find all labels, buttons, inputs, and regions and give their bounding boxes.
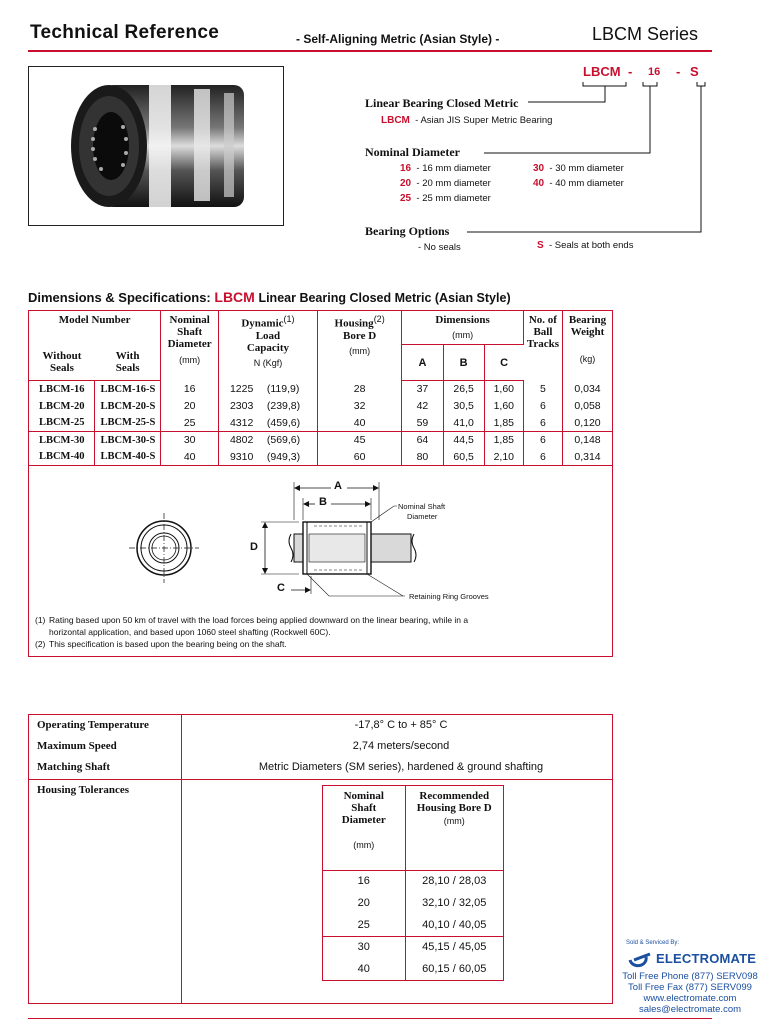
table-row xyxy=(29,398,612,415)
sold-by-label: Sold & Serviced By: xyxy=(626,940,680,946)
cell-bore: 60,15 / 60,05 xyxy=(405,958,503,980)
shaft-diameter-label: Nominal Shaft xyxy=(398,502,446,511)
col-unit: (mm) xyxy=(179,355,201,365)
cell-weight: 0,120 xyxy=(563,415,613,432)
option-code: S xyxy=(537,240,544,251)
option-desc: - 40 mm diameter xyxy=(549,178,624,189)
cell-model-without: LBCM-30 xyxy=(29,432,95,449)
dimensions-heading-prefix: Dimensions & Specifications: xyxy=(28,290,211,305)
col-dim-a: A xyxy=(402,345,443,381)
cell-load: 4802 (569,6) xyxy=(219,432,318,449)
table-row xyxy=(323,936,503,958)
cell-shaft: 16 xyxy=(357,875,370,888)
closed-metric-heading: Linear Bearing Closed Metric xyxy=(365,96,519,110)
option-no-seals: - No seals xyxy=(418,242,461,253)
col-unit: (mm) xyxy=(452,330,474,340)
cell-model-without: LBCM-16 xyxy=(29,381,95,398)
dim-c-label: C xyxy=(277,582,285,594)
cell-bore: 32,10 / 32,05 xyxy=(405,892,503,914)
brand-name: ELECTROMATE xyxy=(656,951,757,966)
cell-c: 1,60 xyxy=(484,398,523,415)
contact-email-link[interactable]: sales@electromate.com xyxy=(638,1004,742,1015)
cell-model-without: LBCM-40 xyxy=(29,449,95,466)
part-code-prefix: LBCM xyxy=(583,64,621,79)
col-model-number: Model Number xyxy=(29,311,161,345)
cell-a: 80 xyxy=(402,449,443,466)
col-dimensions: Dimensions (mm) xyxy=(402,311,524,345)
footnote-2: (2) This specification is based upon the bearing being on the shaft. xyxy=(35,639,287,649)
nominal-diameter-heading: Nominal Diameter xyxy=(365,145,460,159)
bearing-photo xyxy=(28,66,284,226)
option-desc: - 20 mm diameter xyxy=(416,178,491,189)
shaft-diameter-label-2: Diameter xyxy=(407,512,438,521)
dimensions-heading xyxy=(28,289,511,305)
col-shaft-diameter: Nominal Shaft Diameter (mm) xyxy=(161,311,219,381)
cell-b: 60,5 xyxy=(443,449,484,466)
option-20 xyxy=(400,178,491,189)
cell-model-with: LBCM-16-S xyxy=(95,381,161,398)
footnote-1: (1) Rating based upon 50 km of travel with the load forces being applied downward on the linear bearing, while in a xyxy=(35,615,469,625)
col-with-seals: With Seals xyxy=(95,345,161,381)
col-bearing-weight: Bearing Weight (kg) xyxy=(563,311,613,381)
cell-shaft: 20 xyxy=(357,897,370,909)
cell-load: 2303 (239,8) xyxy=(219,398,318,415)
table-row xyxy=(29,381,612,398)
option-lbcm xyxy=(381,115,552,126)
option-desc: - Seals at both ends xyxy=(548,240,634,251)
cell-shaft: 25 xyxy=(161,415,219,432)
option-code: 25 xyxy=(400,193,412,204)
cell-a: 42 xyxy=(402,398,443,415)
option-desc: - 25 mm diameter xyxy=(416,193,491,204)
dimensions-heading-code: LBCM xyxy=(214,289,255,305)
cell-model-with: LBCM-25-S xyxy=(95,415,161,432)
series-name: LBCM Series xyxy=(592,24,699,44)
electromate-logo-icon xyxy=(626,950,654,970)
option-code: 20 xyxy=(400,178,412,189)
dim-d-label: D xyxy=(250,541,258,553)
dim-b-label: B xyxy=(319,496,327,508)
cell-bore: 28 xyxy=(317,381,401,398)
bearing-options-heading: Bearing Options xyxy=(365,224,450,238)
col-unit: (kg) xyxy=(579,354,596,364)
cell-weight: 0,058 xyxy=(574,400,601,412)
option-30 xyxy=(533,163,624,174)
col-unit: N (Kgf) xyxy=(253,357,283,368)
table-row xyxy=(29,432,612,449)
part-code-suffix: S xyxy=(690,64,699,79)
col-dynamic-load: Dynamic$^{(1)}$ Load Capacity N (Kgf) xyxy=(219,311,318,381)
cell-c: 1,85 xyxy=(484,415,523,432)
table-row xyxy=(323,870,503,892)
table-row xyxy=(323,892,503,914)
cell-weight: 0,148 xyxy=(574,434,601,447)
cell-shaft: 30 xyxy=(161,432,219,449)
cell-load: 4312 (459,6) xyxy=(219,415,318,432)
cell-b: 26,5 xyxy=(443,381,484,398)
cell-shaft: 16 xyxy=(161,381,219,398)
cell-weight: 0,034 xyxy=(574,383,601,395)
cell-tracks: 6 xyxy=(523,432,562,449)
option-code: 40 xyxy=(533,178,545,189)
cell-a: 37 xyxy=(402,381,443,398)
option-code: LBCM xyxy=(381,115,410,126)
bearing-side-view-icon xyxy=(261,482,416,596)
cell-tracks: 6 xyxy=(523,449,562,466)
option-desc: - Asian JIS Super Metric Bearing xyxy=(415,115,553,126)
table-row xyxy=(29,415,612,432)
cell-a: 59 xyxy=(402,415,443,432)
page-subtitle: - Self-Aligning Metric (Asian Style) - xyxy=(296,32,500,46)
footnotes xyxy=(29,614,612,656)
cell-bore: 40,10 / 40,05 xyxy=(405,914,503,936)
cell-shaft: 20 xyxy=(161,398,219,415)
cell-tracks: 6 xyxy=(523,398,562,415)
cell-model-without: LBCM-20 xyxy=(29,398,95,415)
bearing-end-view-icon xyxy=(129,513,199,583)
cell-bore: 60 xyxy=(317,449,401,466)
footer-divider xyxy=(28,1018,712,1019)
col-without-seals: Without Seals xyxy=(29,345,95,381)
option-code: 30 xyxy=(533,163,545,174)
cell-b: 41,0 xyxy=(443,415,484,432)
dim-a-label: A xyxy=(334,480,342,492)
option-code: 16 xyxy=(400,163,412,174)
cell-model-with: LBCM-40-S xyxy=(95,449,161,466)
cell-shaft: 25 xyxy=(323,914,405,936)
option-desc: - 16 mm diameter xyxy=(416,163,491,174)
table-row xyxy=(323,958,503,980)
cell-model-without: LBCM-25 xyxy=(29,415,95,432)
option-seals xyxy=(537,240,633,251)
cell-c: 2,10 xyxy=(484,449,523,466)
cell-a: 64 xyxy=(402,432,443,449)
cell-b: 44,5 xyxy=(443,432,484,449)
option-16 xyxy=(400,163,491,174)
col-nominal-shaft: Nominal Shaft Diameter (mm) xyxy=(323,786,405,870)
part-code-dash: - xyxy=(676,64,681,79)
cell-tracks: 5 xyxy=(523,381,562,398)
footnote-1-cont: horizontal application, and based upon 1060 steel shafting (Rockwell 60C). xyxy=(49,627,331,637)
cell-shaft: 40 xyxy=(357,963,370,975)
col-recommended-bore: Recommended Housing Bore D (mm) xyxy=(405,786,503,870)
contact-website-link[interactable]: www.electromate.com xyxy=(643,993,737,1004)
col-housing-bore: Housing$^{(2)}$ Bore D (mm) xyxy=(317,311,401,381)
col-ball-tracks: No. of Ball Tracks xyxy=(523,311,562,381)
cell-b: 30,5 xyxy=(443,398,484,415)
col-dim-c: C xyxy=(484,345,523,381)
retaining-grooves-label: Retaining Ring Grooves xyxy=(409,592,489,601)
option-40 xyxy=(533,178,624,189)
contact-fax: Toll Free Fax (877) SERV099 xyxy=(628,982,752,993)
cell-load: 9310 (949,3) xyxy=(219,449,318,466)
col-dim-b: B xyxy=(443,345,484,381)
table-row xyxy=(323,914,503,936)
cell-bore: 40 xyxy=(317,415,401,432)
cell-weight: 0,314 xyxy=(563,449,613,466)
cell-c: 1,60 xyxy=(484,381,523,398)
cell-c: 1,85 xyxy=(484,432,523,449)
header-divider xyxy=(28,50,712,52)
dimension-diagram xyxy=(29,466,612,614)
housing-tolerance-table xyxy=(322,785,504,981)
cell-bore: 28,10 / 28,03 xyxy=(405,870,503,892)
option-desc: - 30 mm diameter xyxy=(549,163,624,174)
cell-model-with: LBCM-20-S xyxy=(95,398,161,415)
part-code-dash: - xyxy=(628,64,633,79)
cell-load: 1225 (119,9) xyxy=(219,381,318,398)
cell-bore: 45 xyxy=(317,432,401,449)
col-unit: (mm) xyxy=(349,345,371,356)
part-code-size: 16 xyxy=(648,66,661,78)
contact-phone: Toll Free Phone (877) SERV098 xyxy=(622,971,758,982)
cell-model-with: LBCM-30-S xyxy=(95,432,161,449)
cell-shaft: 40 xyxy=(161,449,219,466)
cell-shaft: 30 xyxy=(357,941,370,954)
page-title: Technical Reference xyxy=(30,22,220,43)
table-row xyxy=(29,449,612,466)
dimensions-heading-suffix: Linear Bearing Closed Metric (Asian Style) xyxy=(258,291,511,305)
option-25 xyxy=(400,193,491,204)
cell-bore: 32 xyxy=(317,398,401,415)
cell-bore: 45,15 / 45,05 xyxy=(405,936,503,958)
specifications-table xyxy=(28,310,613,657)
operating-specs-table: Operating Temperature -17,8° C to + 85° C Maximum Speed 2,74 meters/second Matching Shaft Metric Diameters (SM series), hardened & ground shafting Housing Tolerances xyxy=(28,714,613,1004)
cell-tracks: 6 xyxy=(523,415,562,432)
